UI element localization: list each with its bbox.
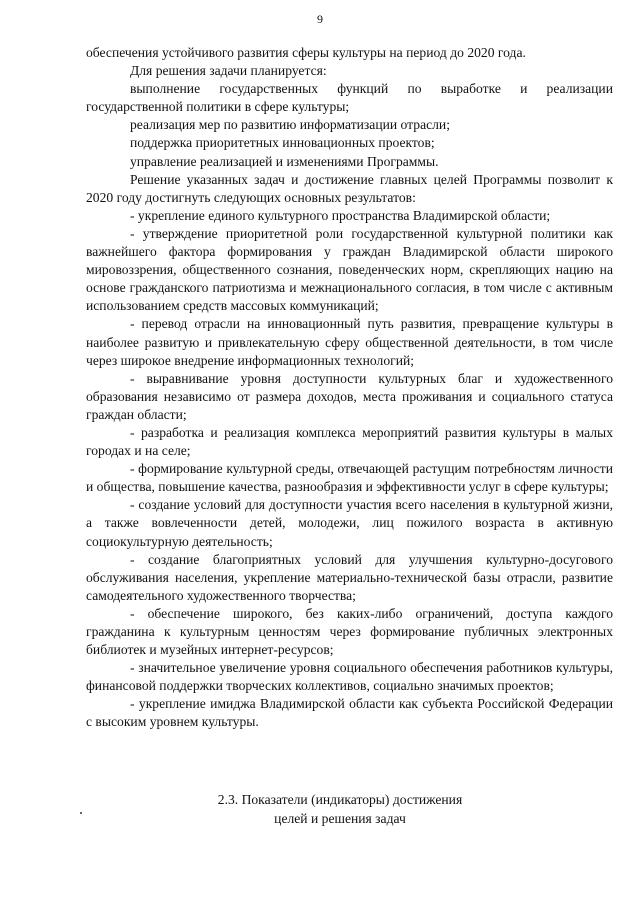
section-heading-line: 2.3. Показатели (индикаторы) достижения: [217, 792, 463, 807]
body-text: [86, 44, 613, 732]
page-number: 9: [317, 12, 323, 26]
list-item: - перевод отрасли на инновационный путь развития, превращение культуры в наиболее развитую и привлекательную сферу общественной деятельности, в том числе через широкое внедрение информационных технологий;: [86, 316, 613, 368]
paragraph: поддержка приоритетных инновационных проектов;: [130, 135, 435, 151]
list-item: - создание благоприятных условий для улучшения культурно-досугового обслуживания населения, укрепление материально-технической базы отрасли, развитие самодеятельного художественного творчества;: [86, 551, 613, 603]
list-item: - разработка и реализация комплекса мероприятий развития культуры в малых городах и на селе;: [86, 424, 613, 459]
section-heading: [0, 790, 640, 828]
paragraph: выполнение государственных функций по выработке и реализации государственной политики в сфере культуры;: [86, 81, 613, 115]
list-item: - укрепление имиджа Владимирской области как субъекта Российской Федерации с высоким уровнем культуры.: [86, 696, 613, 730]
list-item: - утверждение приоритетной роли государственной культурной политики как важнейшего фактора формирования у граждан Владимирской области широкого мировоззрения, общественного сознания, поведенческих норм, скрепляющих нацию на основе гражданского патриотизма и межнационального согласия, в том числе с активным использованием средств массовых коммуникаций;: [86, 225, 613, 314]
list-item: - укрепление единого культурного пространства Владимирской области;: [130, 207, 551, 223]
paragraph: Для решения задачи планируется:: [130, 63, 327, 79]
paragraph: обеспечения устойчивого развития сферы культуры на период до 2020 года.: [86, 45, 526, 60]
list-item: - значительное увеличение уровня социального обеспечения работников культуры, финансовой поддержки творческих коллективов, социально значимых проектов;: [86, 660, 613, 694]
list-item: - выравнивание уровня доступности культурных благ и художественного образования независимо от размера доходов, места проживания и социального статуса граждан области;: [86, 370, 613, 422]
list-item: - обеспечение широкого, без каких-либо ограничений, доступа каждого гражданина к культурным ценностям через формирование публичных электронных библиотек и музейных интернет-ресурсов;: [86, 605, 613, 658]
list-item: - создание условий для доступности участия всего населения в культурной жизни, а также вовлеченности детей, молодежи, лиц пожилого возраста в активную социокультурную деятельность;: [86, 497, 613, 549]
paragraph: Решение указанных задач и достижение главных целей Программы позволит к 2020 году достигнуть следующих основных результатов:: [86, 171, 613, 205]
paragraph: управление реализацией и изменениями Программы.: [130, 153, 439, 169]
section-heading-line: целей и решения задач: [274, 811, 406, 826]
paragraph: реализация мер по развитию информатизации отрасли;: [130, 117, 450, 133]
scan-speck: [80, 812, 82, 814]
list-item: - формирование культурной среды, отвечающей растущим потребностям личности и общества, повышение качества, разнообразия и эффективности услуг в сфере культуры;: [86, 461, 613, 495]
